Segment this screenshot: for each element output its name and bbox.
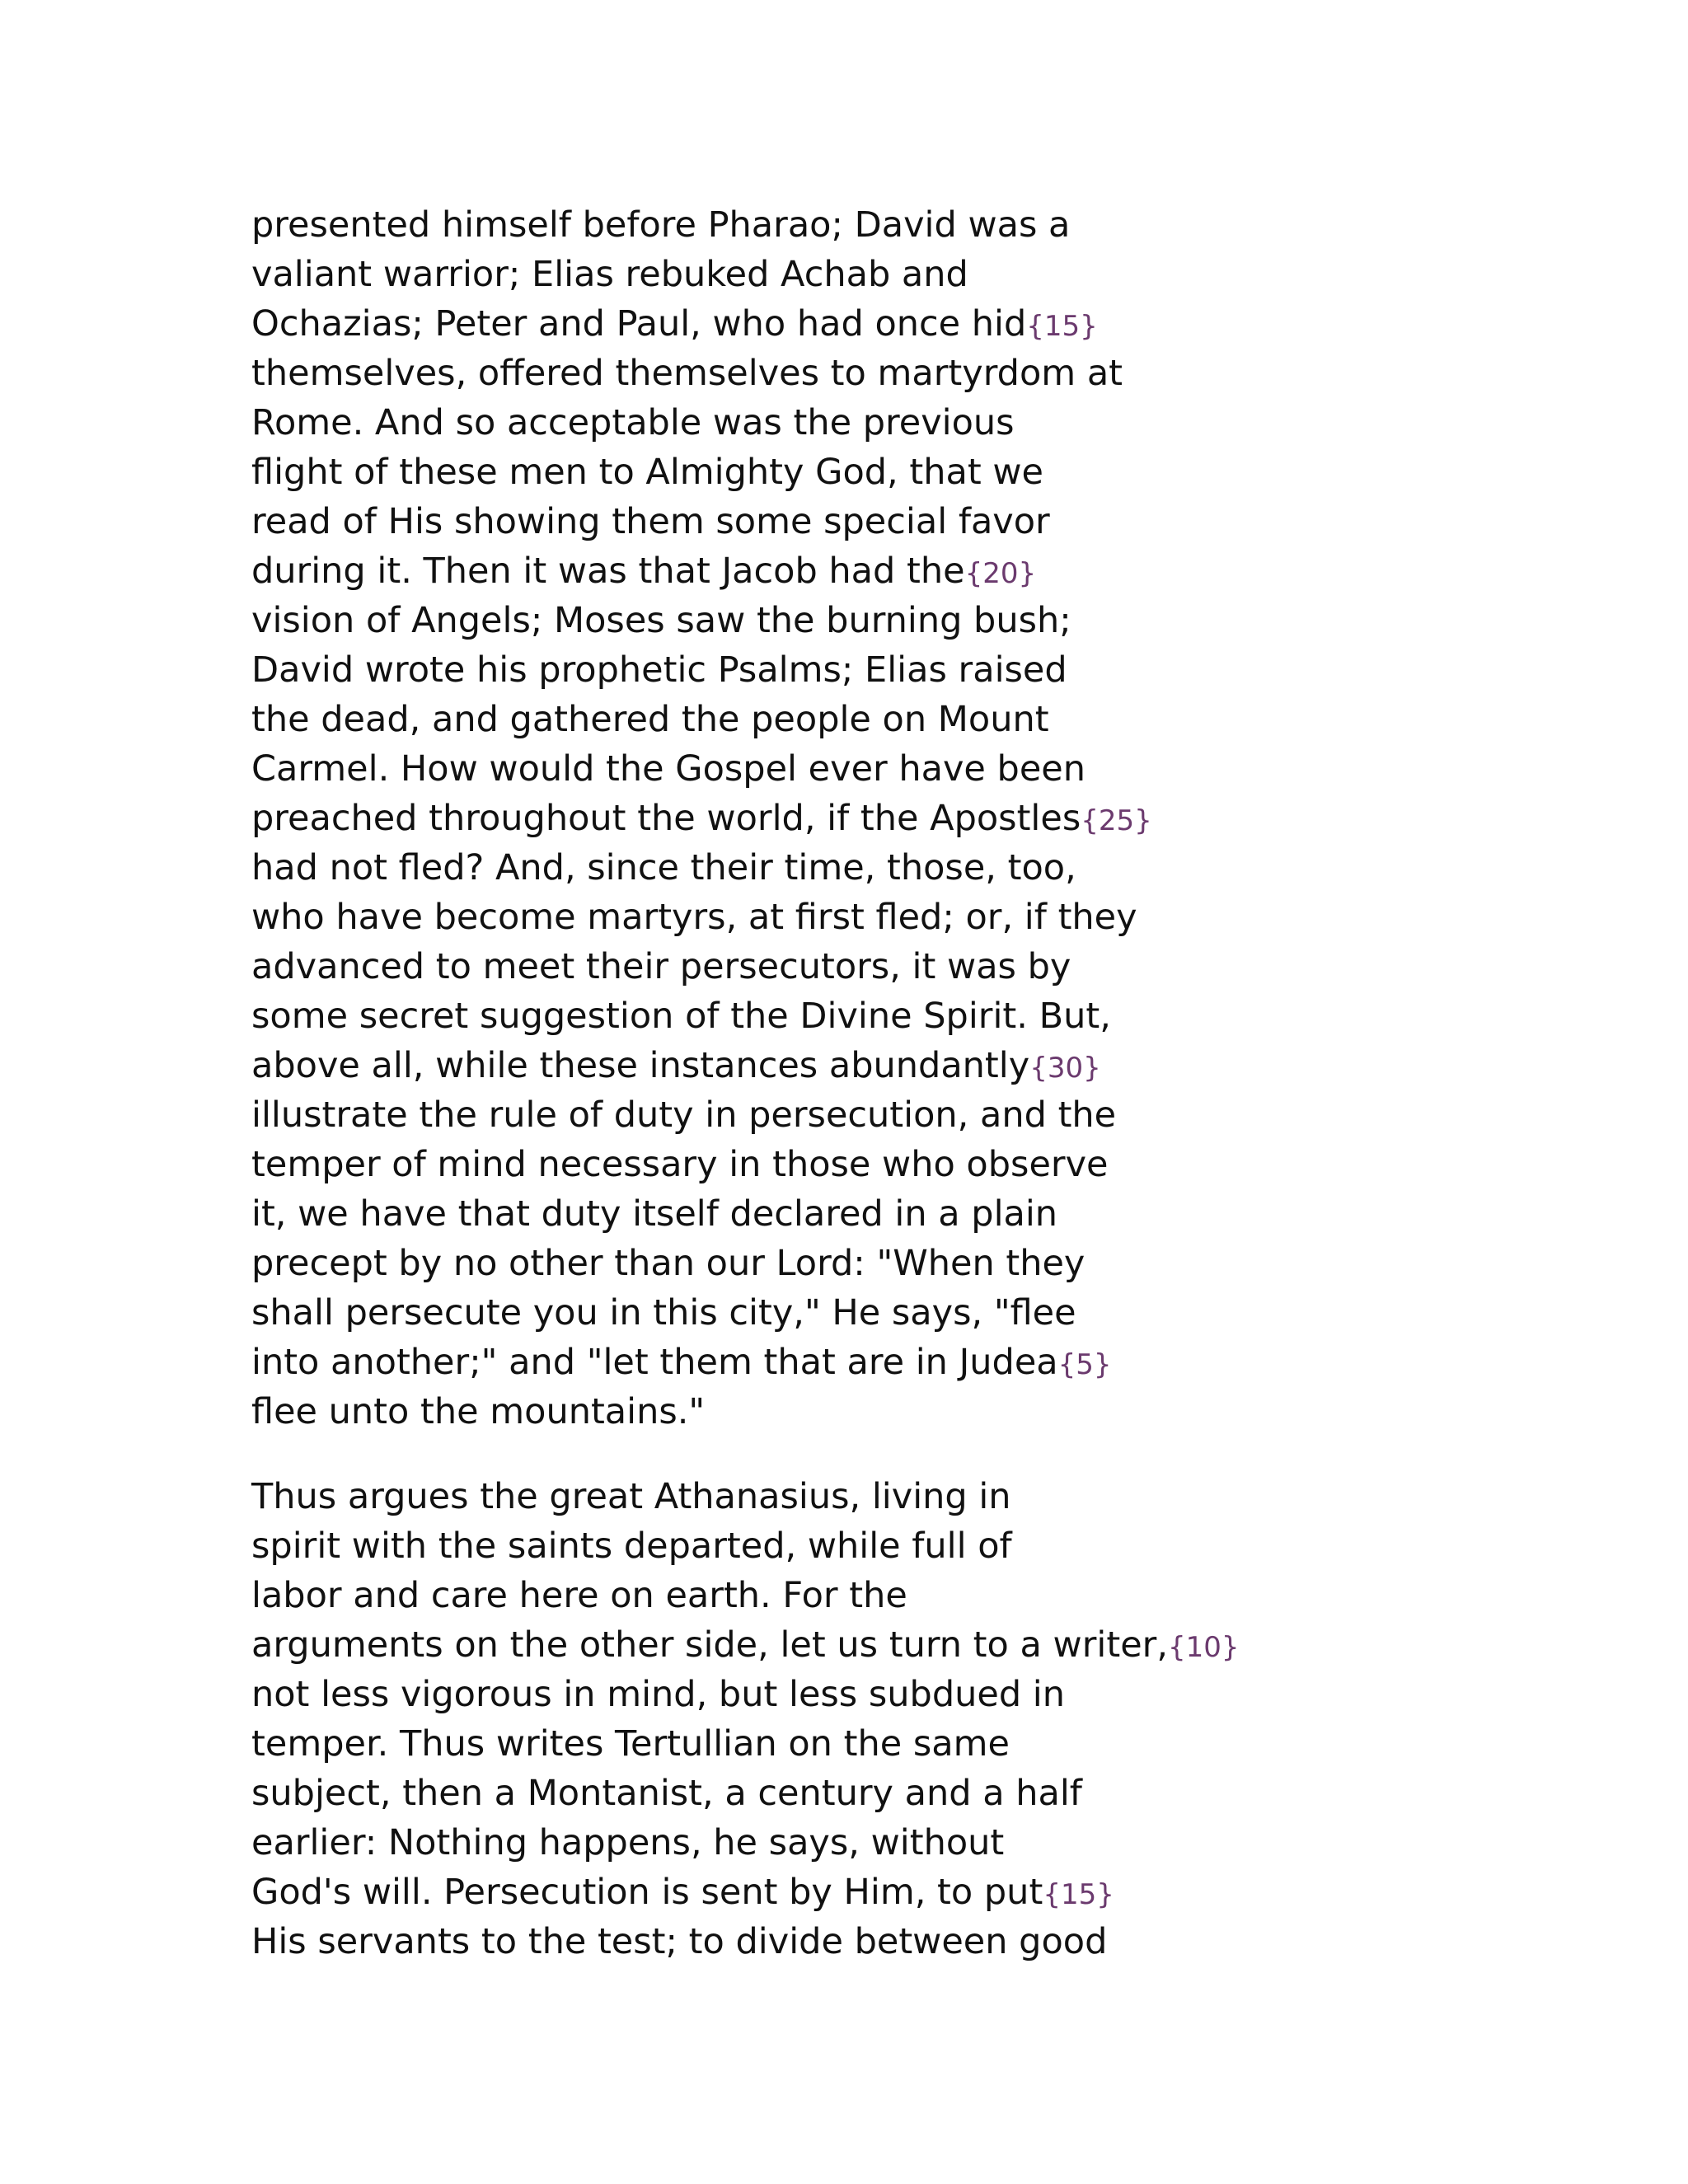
line-number-marker: {25}	[1081, 804, 1152, 837]
line-text: into another;" and "let them that are in Judea	[251, 1342, 1058, 1383]
text-line	[251, 546, 1152, 596]
text-line	[251, 1917, 1240, 1966]
line-text: temper. Thus writes Tertullian on the same	[251, 1723, 1010, 1765]
text-line	[251, 1189, 1152, 1239]
text-line	[251, 991, 1152, 1041]
line-text: preached throughout the world, if the Apostles	[251, 798, 1081, 839]
line-text: illustrate the rule of duty in persecution, and the	[251, 1094, 1117, 1136]
text-line	[251, 1769, 1240, 1818]
text-line	[251, 893, 1152, 942]
line-number-marker: {30}	[1029, 1052, 1101, 1085]
text-line	[251, 794, 1152, 843]
line-text: the dead, and gathered the people on Mount	[251, 699, 1049, 740]
text-line	[251, 596, 1152, 645]
text-line	[251, 299, 1152, 349]
text-line	[251, 1818, 1240, 1868]
text-line	[251, 1239, 1152, 1288]
text-line	[251, 1090, 1152, 1140]
line-text: Carmel. How would the Gospel ever have been	[251, 748, 1086, 790]
line-text: spirit with the saints departed, while full of	[251, 1526, 1012, 1567]
line-text: had not fled? And, since their time, those, too,	[251, 847, 1076, 888]
line-number-marker: {10}	[1168, 1631, 1240, 1664]
text-line	[251, 398, 1152, 448]
line-number-marker: {15}	[1043, 1878, 1114, 1911]
line-text: Ochazias; Peter and Paul, who had once hid	[251, 303, 1027, 344]
text-line	[251, 744, 1152, 794]
line-text: God's will. Persecution is sent by Him, to put	[251, 1872, 1043, 1913]
text-line	[251, 1571, 1240, 1620]
text-line	[251, 200, 1152, 250]
text-line	[251, 843, 1152, 893]
text-line	[251, 1521, 1240, 1571]
line-text: some secret suggestion of the Divine Spirit. But,	[251, 996, 1111, 1037]
line-number-marker: {5}	[1057, 1348, 1112, 1381]
text-line	[251, 497, 1152, 546]
line-text: during it. Then it was that Jacob had the	[251, 551, 965, 592]
line-text: above all, while these instances abundantly	[251, 1045, 1030, 1086]
text-line	[251, 645, 1152, 695]
text-line	[251, 1288, 1152, 1338]
line-text: temper of mind necessary in those who observe	[251, 1144, 1109, 1185]
line-text: Rome. And so acceptable was the previous	[251, 402, 1015, 443]
text-line	[251, 1719, 1240, 1769]
line-text: David wrote his prophetic Psalms; Elias raised	[251, 649, 1067, 691]
text-line	[251, 1472, 1240, 1521]
text-line	[251, 1387, 1152, 1436]
text-line	[251, 448, 1152, 497]
line-text: vision of Angels; Moses saw the burning bush;	[251, 600, 1071, 641]
line-number-marker: {15}	[1026, 310, 1098, 343]
paragraph	[251, 200, 1152, 1436]
text-line	[251, 250, 1152, 299]
text-line	[251, 1620, 1240, 1670]
line-text: it, we have that duty itself declared in a plain	[251, 1193, 1058, 1235]
text-line	[251, 695, 1152, 744]
line-text: presented himself before Pharao; David was a	[251, 204, 1071, 246]
line-text: His servants to the test; to divide between good	[251, 1921, 1108, 1962]
line-text: read of His showing them some special favor	[251, 501, 1050, 542]
text-line	[251, 349, 1152, 398]
line-text: advanced to meet their persecutors, it was by	[251, 946, 1071, 987]
line-text: valiant warrior; Elias rebuked Achab and	[251, 254, 968, 295]
text-line	[251, 1868, 1240, 1917]
text-line	[251, 1140, 1152, 1189]
line-text: who have become martyrs, at first fled; or, if they	[251, 897, 1137, 938]
line-text: labor and care here on earth. For the	[251, 1575, 907, 1616]
line-text: Thus argues the great Athanasius, living in	[251, 1476, 1011, 1517]
line-text: shall persecute you in this city," He says, "flee	[251, 1292, 1076, 1333]
line-text: precept by no other than our Lord: "When they	[251, 1243, 1085, 1284]
line-text: flight of these men to Almighty God, that we	[251, 452, 1044, 493]
paragraph	[251, 1472, 1240, 1966]
line-text: flee unto the mountains."	[251, 1391, 706, 1432]
text-line	[251, 1670, 1240, 1719]
line-text: themselves, offered themselves to martyrdom at	[251, 353, 1123, 394]
line-text: subject, then a Montanist, a century and a half	[251, 1773, 1082, 1814]
line-text: arguments on the other side, let us turn to a writer,	[251, 1624, 1168, 1666]
line-text: earlier: Nothing happens, he says, without	[251, 1822, 1005, 1863]
line-number-marker: {20}	[964, 557, 1037, 590]
line-text: not less vigorous in mind, but less subdued in	[251, 1674, 1065, 1715]
text-line	[251, 1041, 1152, 1090]
text-line	[251, 1338, 1152, 1387]
text-line	[251, 942, 1152, 991]
